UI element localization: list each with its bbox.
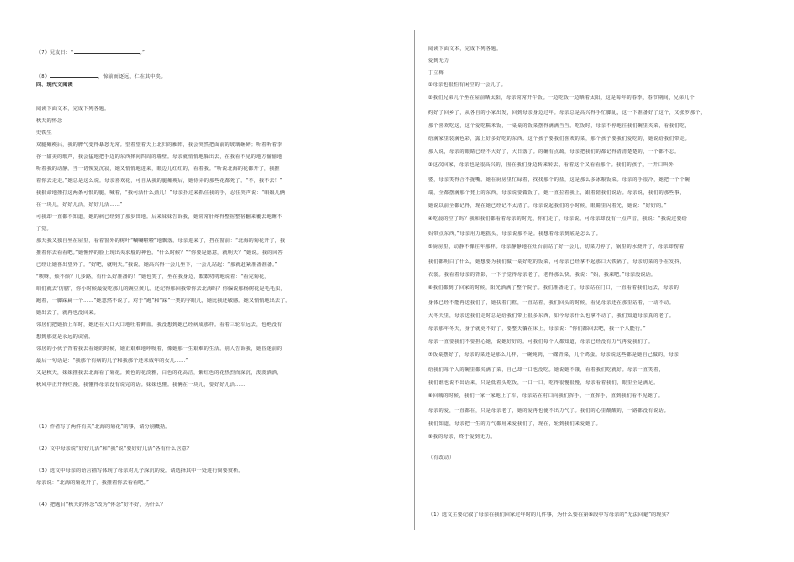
passage-line (428, 434, 790, 441)
paragraph-marker: ④ (428, 216, 433, 222)
passage-line: 了觉。 (36, 226, 52, 232)
passage-line (428, 313, 790, 320)
passage-text: 我们都明白了什么，她想要为我们做一桌好吃的饭菜，可母亲已经拿不起那口大铁锅了，母亲切菜的手在发抖， (428, 259, 685, 265)
passage-line: 双腿瘫痪后，我的脾气变得暴怒无常。望着望着天上北归的雁阵，我会突然把面前的玻璃砸碎；听着听着李 (36, 142, 283, 148)
passage-text: 这次回家，母亲也是很高兴的，围在我们身边转来转去，看着这个又看看那个。我们的孩子，一开口叫外 (432, 162, 674, 168)
passage-line: 跑着，一脚踩扁一个……”她忽然不说了。对于“跑”和“踩”一类的字眼儿，她比我还敏感。她又悄悄地出去了。 (36, 298, 291, 304)
answer-blank[interactable] (50, 72, 98, 78)
passage-line (428, 339, 790, 346)
passage-line (428, 259, 790, 266)
passage-line (428, 231, 790, 238)
question-item: （3）选文中母亲的语言描写体现了母亲对儿子深沉的爱。请选择其中一处进行简要赏析。 (36, 468, 244, 474)
passage-line: 我狠命地捶打这两条可恨的腿，喊着，“我可活什么劲儿！”母亲扑过来抓住我的手，忍住哭声说：“咱娘儿俩 (36, 190, 286, 196)
passage-text: 那人说，母亲的眼睛已经不大好了，大日落了。的确有点疏，母亲把我们的都记得清清楚楚的，一个都不忘。 (428, 149, 680, 155)
passage-text: 饭桌摆好了，母亲的菜还是那么几样，一碗炖肉，一碟青菜，几个鸡蛋。母亲说这些都是她自己做的，母亲 (432, 352, 679, 358)
section-heading: 四、现代文阅读 (36, 82, 73, 88)
passage-text: 妈带点东西，”母亲用力地摇头，母亲说那不是。我想着母亲到底是怎么了。 (428, 231, 601, 237)
passage-line: 秋风中正开得烂漫。我懂得母亲没有说完的话。妹妹也懂。我俩在一块儿，要好好儿活…… (36, 382, 246, 388)
passage-line (428, 393, 790, 400)
passage-line: 推着你去看看吧。”她憔悴的脸上现出央求般的神色。“什么时候？”“你要是愿意，就明天？”她说。我的回答 (36, 250, 283, 256)
passage-line (428, 123, 790, 130)
right-column (428, 0, 790, 562)
passage-line (428, 110, 790, 117)
question-item: （1）选文主要记叙了母亲在我们回家过年时的几件事，为什么要在第⑥段中写母亲的“无法回避”的现实？ (428, 512, 672, 518)
question-7: （7）兄友日：“ 。” (36, 50, 145, 56)
passage-line (428, 95, 790, 102)
passage-line (428, 352, 790, 359)
passage-text: 母亲也很怕有闲空的一会儿了。 (432, 82, 507, 88)
passage-text: 母亲一直要我们不要担心她，说她好好的。可我们每个人都知道，母亲已经没有力气再爱我们了。 (428, 339, 654, 345)
passage-line (428, 162, 790, 169)
passage-text: 端，全都摆满那个凳上的东西，母亲说要做饭了，她一直拉着我上，跟着陪我们说话。母亲说，我们的那些事， (428, 190, 685, 196)
passage-text: 大冬天里，母亲送我们走时总是给我们带上很多东西，如今母亲什么也拿不动了，我们知道母亲真的老了。 (428, 313, 675, 319)
passage-text: 给我们每个人的碗里都夹满了菜，自己却一口也没吃。她说她不饿，看着我们吃就好。母亲一直笑着， (428, 367, 664, 373)
question-8: （8） ，惊前而逐远，仁在其中矣。 (36, 74, 166, 80)
passage-line: 邻居们把她抬上车时，她还在大口大口地吐着鲜血。我没想到她已经病成那样。看着三轮车远去，也绝没有 (36, 322, 283, 328)
answer-blank[interactable] (74, 48, 140, 54)
passage-text: 我们都到了回家的时候，阳光洒满了整个院子。我们准备走了，母亲站在门口，一直看着我们远去，母亲的 (432, 285, 679, 291)
passage-text: 我们兄弟几个坐在屋前晒太阳，母亲常常开午饭。一边吃饭一边晒着太阳，这是每年的春季，春节期间，兄弟几个 (432, 95, 695, 101)
passage-line: 在一块儿，好好儿活，好好儿活……” (36, 202, 123, 208)
paragraph-marker: ① (428, 82, 433, 88)
passage-text: 婆，母亲笑得合不拢嘴。她在厨房里忙碌着，找找那个的盐，这是那么多冰粮饭菜。母亲的手很冷，她把一个个碗 (428, 177, 690, 183)
question-item: （1）作者写了两件有关“北海的菊花”的事，请分别概括。 (36, 424, 171, 430)
passage-line (428, 190, 790, 197)
passage-line (428, 285, 790, 292)
passage-line: 咱们就去‘仿膳’，你小时候最爱吃那儿的豌豆黄儿。还记得那回我带你去北海吗？你偏说那杨树花是毛毛虫， (36, 286, 286, 292)
passage-text: 那个喜欢吃这，这个爱吃糯米饭，一桌桌的饭菜摆得满满当当。吃饭时，母亲不停地往我们碗里夹菜，看我们吃， (428, 123, 690, 129)
paragraph-marker: ⑤ (428, 244, 433, 250)
passage-text: 母亲那年冬天，身子就更不好了，要整天躺在床上，母亲说：“你们都回去吧，我一个人能行。” (428, 326, 646, 332)
passage-line (428, 367, 790, 374)
passage-line (428, 272, 790, 279)
passage-line: 邻居的小伙子背着我去看她的时候，她正艰难地呼吸着，像她那一生艰难的生活。别人告诉我，她昏迷前的 (36, 346, 283, 352)
passage-line: 最后一句话是：“我那个有病的儿子和我那个还未成年的女儿……” (36, 358, 189, 364)
passage-line (428, 380, 790, 387)
passage-line (428, 203, 790, 210)
passage-line (428, 408, 790, 415)
passage-line (428, 149, 790, 156)
passage-line (428, 136, 790, 143)
instruction-text: 阅读下面文本，完成下列各题。 (36, 106, 110, 112)
passage-line: 可我却一直都不知道，她的病已经到了那步田地。后来妹妹告诉我，她常常肝疼得整宿整宿翻来覆去地睡不 (36, 214, 283, 220)
passage-line: 想到那竟是永远的诀别。 (36, 334, 94, 340)
question-item: （4）把题目“秋天的怀念”改为“怀念”好不好，为什么？ (36, 502, 166, 508)
passage-text: 吃晨的空了吗？我和我们都看着母亲的时光，你们走了，母亲说。可母亲却没有一点声音，我说：“我说过要给 (432, 216, 687, 222)
passage-title: 秋天的怀念 (36, 118, 63, 124)
passage-text: 衣裳。我看着母亲的背影，一下子觉得母亲老了，老得那么快。我说：“妈，我来吧。”母亲没说话。 (428, 272, 657, 278)
left-column (36, 0, 398, 562)
passage-text: 我的母亲，终于爱到无力。 (432, 434, 496, 440)
passage-author: 丁立梅 (428, 70, 444, 76)
passage-line: 已经让她喜出望外了。“好吧，就明天。”我说。她高兴得一会儿坐下，一会儿站起：“那就赶紧准备准备。” (36, 262, 278, 268)
passage-text: 身体已经不能再送我们了，她扶着门框，一直站着，我们回头的时候，看见母亲还在那里站着，一动不动。 (428, 300, 675, 306)
passage-line: 那天我又独自坐在屋里，看着窗外的树叶“唰唰啦啦”地飘落。母亲进来了，挡在窗前：“北海的菊花开了，我 (36, 238, 286, 244)
paragraph-marker: ⑨ (428, 434, 433, 440)
paragraph-marker: ② (428, 95, 433, 101)
question-item: （2）文中母亲说“好好儿活”和“我”说“要好好儿活”各有什么含意？ (36, 446, 192, 452)
passage-line: 听着我的动静。当一切恢复沉寂，她又悄悄地进来，眼边儿红红的，看着我。“听说北海的花都开了，我推 (36, 166, 280, 172)
passage-title: 爱到无力 (428, 58, 449, 64)
passage-line: 她出去了，就再也没回来。 (36, 310, 99, 316)
passage-line (428, 177, 790, 184)
passage-text: 给满家里装满色彩，露上好多好吃的东西。这个孩子要我们喜欢的菜，那个孩子要我们爱吃的，她说给我们带走。 (428, 136, 690, 142)
passage-line (428, 326, 790, 333)
passage-line: 着你去走走。”她总是这么说。母亲喜欢花，可自从我的腿瘫痪后，她侍弄的那些花都死了。“不，我不去！” (36, 178, 283, 184)
column-divider (414, 30, 415, 530)
passage-text: 她说以前全都记得，现在她已经记不太清了。母亲说起我们的小时候，眼睛里闪着光，她说：“好好的。” (428, 203, 667, 209)
paragraph-marker: ⑧ (428, 393, 433, 399)
passage-line (428, 244, 790, 251)
question-item: 母亲说：“北海的菊花开了，我推着你去看看吧。” (36, 480, 149, 486)
passage-line (428, 216, 790, 223)
passage-author: 史铁生 (36, 130, 52, 136)
passage-text: 母亲的爱，一直都在，只是母亲老了，她的爱再也使不出力气了。我们的心里酸酸的，一路都没有说话。 (428, 408, 669, 414)
passage-line: 谷一甜美的歌声，我会猛地把手边的东西摔向四周的墙壁。母亲就悄悄地躲出去，在我看不见的地方偷偷地 (36, 154, 283, 160)
passage-line (428, 421, 790, 428)
paragraph-marker: ⑥ (428, 285, 433, 291)
passage-line (428, 300, 790, 307)
passage-line (428, 82, 790, 89)
passage-line: “唉呀，烦不烦？几步路，有什么好准备的！”她也笑了，坐在我身边，絮絮叨叨地说着：“看完菊花， (36, 274, 270, 280)
instruction-text: 阅读下面文本，完成下列各题。 (428, 46, 502, 52)
adaptation-note: （有改动） (428, 455, 455, 461)
paragraph-marker: ③ (428, 162, 433, 168)
passage-text: 我们谁也说不出话来，只是低着头吃饭，一口一口，吃得很慢很慢，母亲看着我们，眼里全是满足。 (428, 380, 659, 386)
passage-text: 回城的时候，我们一家一家地上了车，母亲站在村口向我们挥手，一直挥手，直到我们看不见她了。 (432, 393, 664, 399)
passage-line: 又是秋天，妹妹推我去北海看了菊花。黄色的花淡雅，白色的花高洁，紫红色的花热烈而深沉，泼泼洒洒， (36, 370, 283, 376)
paragraph-marker: ⑦ (428, 352, 433, 358)
passage-text: 约好了回乡了，从各自的小家出发，回到母亲身边过年。母亲总是高兴得手忙脚乱，这一下准备好了这个，又张罗那个， (428, 110, 706, 116)
passage-text: 我们知道，母亲把一生的力气都用来爱我们了，现在，轮到我们来爱她了。 (428, 421, 601, 427)
passage-text: 厨房里，动静不像往年那样。母亲静静地在灶台前站了好一会儿，切菜刀停了，锅里的水烧开了，母亲却愣着 (432, 244, 685, 250)
